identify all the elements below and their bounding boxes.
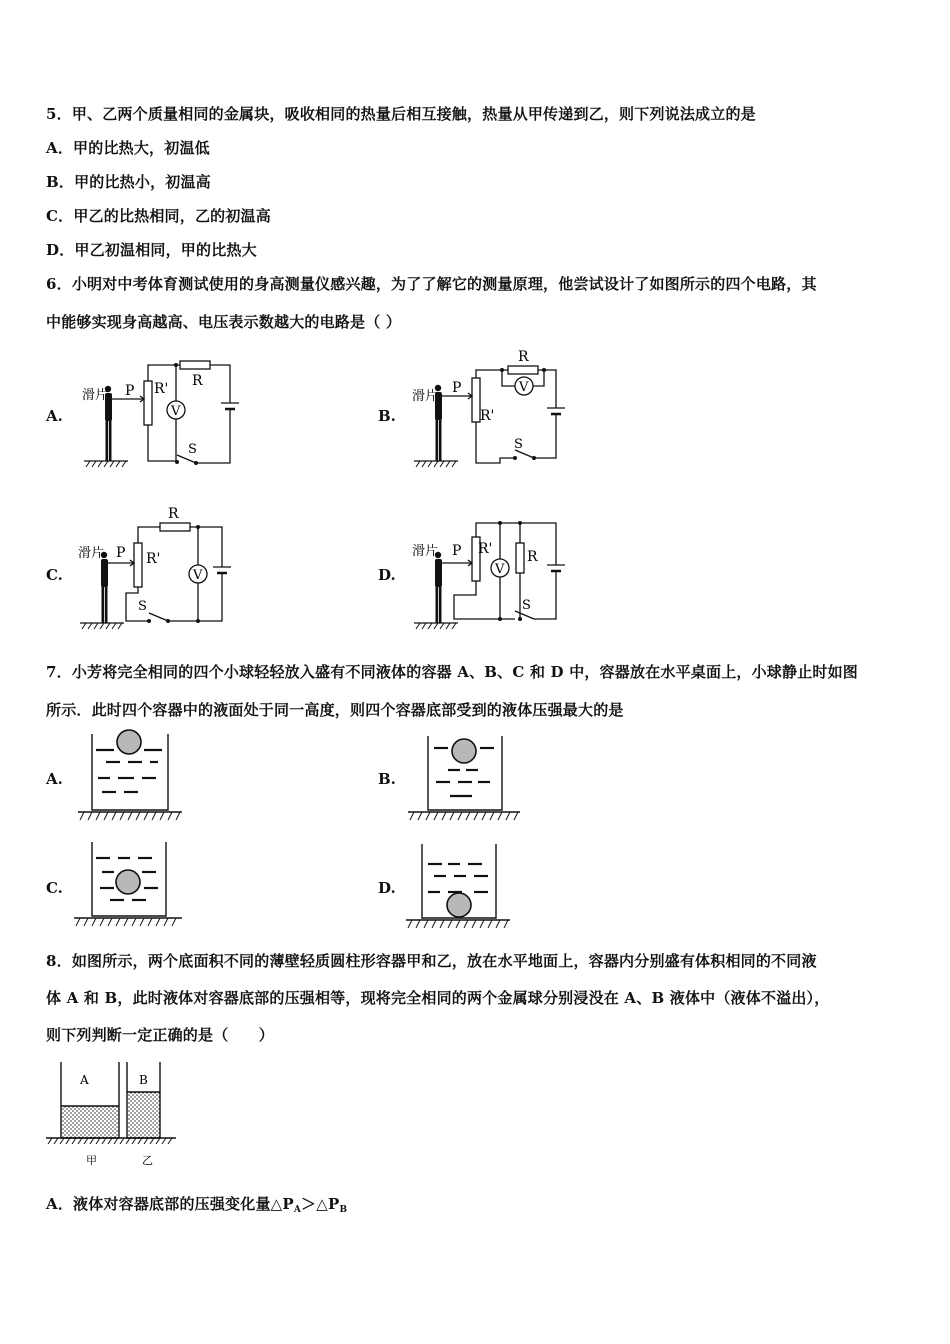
container-a-figure bbox=[76, 728, 186, 823]
q6-option-d-label[interactable]: D. bbox=[378, 566, 396, 584]
q8-containers-figure bbox=[44, 1058, 184, 1170]
circuit-a-v-label: V bbox=[171, 404, 181, 419]
circuit-c-slider-label: 滑片 bbox=[78, 546, 105, 561]
circuit-a-r-label: R bbox=[192, 373, 203, 389]
circuit-d-v-label: V bbox=[495, 562, 505, 577]
circuit-b-rprime-label: R' bbox=[480, 408, 495, 424]
q6-option-a-label[interactable]: A. bbox=[46, 407, 63, 425]
circuit-a-rprime-label: R' bbox=[154, 381, 169, 397]
circuit-b-r-label: R bbox=[518, 349, 529, 365]
circuit-a-figure bbox=[80, 355, 250, 470]
circuit-c-r-label: R bbox=[168, 506, 179, 522]
q8-liquid-a-label: A bbox=[80, 1073, 89, 1087]
container-c-figure bbox=[72, 838, 184, 930]
q8-option-a-sub1: A bbox=[293, 1205, 302, 1215]
q5-stem: 5．甲、乙两个质量相同的金属块，吸收相同的热量后相互接触，热量从甲传递到乙，则下列说法成立的是 bbox=[46, 105, 756, 123]
q7-option-b-label[interactable]: B. bbox=[378, 770, 396, 788]
q7-stem-line1: 7．小芳将完全相同的四个小球轻轻放入盛有不同液体的容器 A、B、C 和 D 中，容器放在水平桌面上，小球静止时如图 bbox=[46, 663, 858, 681]
circuit-c-p-label: P bbox=[116, 545, 126, 561]
q8-stem-line2: 体 A 和 B，此时液体对容器底部的压强相等，现将完全相同的两个金属球分别浸没在 A、B 液体中（液体不溢出）， bbox=[46, 989, 830, 1007]
q6-stem-line1: 6．小明对中考体育测试使用的身高测量仪感兴趣，为了了解它的测量原理，他尝试设计了如图所示的四个电路，其 bbox=[46, 275, 817, 293]
q8-container-a-label: 甲 bbox=[86, 1154, 97, 1167]
circuit-a-p-label: P bbox=[125, 383, 135, 399]
q7-stem-line2: 所示．此时四个容器中的液面处于同一高度，则四个容器底部受到的液体压强最大的是 bbox=[46, 701, 624, 719]
circuit-c-figure bbox=[76, 505, 246, 630]
circuit-b-s-label: S bbox=[514, 437, 523, 452]
q6-option-b-label[interactable]: B. bbox=[378, 407, 396, 425]
q7-option-a-label[interactable]: A. bbox=[46, 770, 63, 788]
circuit-d-rprime-label: R' bbox=[478, 541, 493, 557]
circuit-b-figure bbox=[410, 348, 580, 470]
q8-option-a-prefix: A．液体对容器底部的压强变化量△P bbox=[46, 1195, 294, 1213]
q5-option-a[interactable]: A．甲的比热大，初温低 bbox=[46, 139, 210, 157]
circuit-b-slider-label: 滑片 bbox=[412, 389, 439, 404]
circuit-c-v-label: V bbox=[193, 568, 203, 583]
q5-option-c[interactable]: C．甲乙的比热相同，乙的初温高 bbox=[46, 207, 271, 225]
q6-stem-line2: 中能够实现身高越高、电压表示数越大的电路是（ ） bbox=[46, 313, 402, 331]
circuit-c-s-label: S bbox=[138, 599, 147, 614]
circuit-d-s-label: S bbox=[522, 598, 531, 613]
q8-liquid-b-label: B bbox=[139, 1073, 148, 1087]
q8-option-a-mid: ＞△P bbox=[301, 1195, 340, 1213]
circuit-d-figure bbox=[410, 515, 580, 630]
q8-stem-line3: 则下列判断一定正确的是（ ） bbox=[46, 1026, 275, 1044]
q5-option-b[interactable]: B．甲的比热小，初温高 bbox=[46, 173, 211, 191]
q6-option-c-label[interactable]: C. bbox=[46, 566, 63, 584]
q8-option-a-sub2: B bbox=[339, 1205, 348, 1215]
q7-option-d-label[interactable]: D. bbox=[378, 879, 396, 897]
container-d-figure bbox=[404, 840, 514, 932]
q8-stem-line1: 8．如图所示，两个底面积不同的薄壁轻质圆柱形容器甲和乙，放在水平地面上，容器内分别盛有体积相同的不同液 bbox=[46, 952, 817, 970]
circuit-a-slider-label: 滑片 bbox=[82, 388, 109, 403]
circuit-b-p-label: P bbox=[452, 380, 462, 396]
circuit-c-rprime-label: R' bbox=[146, 551, 161, 567]
circuit-b-v-label: V bbox=[519, 380, 529, 395]
circuit-a-s-label: S bbox=[188, 442, 197, 457]
q7-option-c-label[interactable]: C. bbox=[46, 879, 63, 897]
circuit-d-p-label: P bbox=[452, 543, 462, 559]
q5-option-d[interactable]: D．甲乙初温相同，甲的比热大 bbox=[46, 241, 257, 259]
q8-option-a[interactable] bbox=[46, 1193, 347, 1215]
q8-container-b-label: 乙 bbox=[142, 1154, 153, 1167]
circuit-d-slider-label: 滑片 bbox=[412, 544, 439, 559]
container-b-figure bbox=[406, 730, 524, 825]
circuit-d-r-label: R bbox=[527, 549, 538, 565]
